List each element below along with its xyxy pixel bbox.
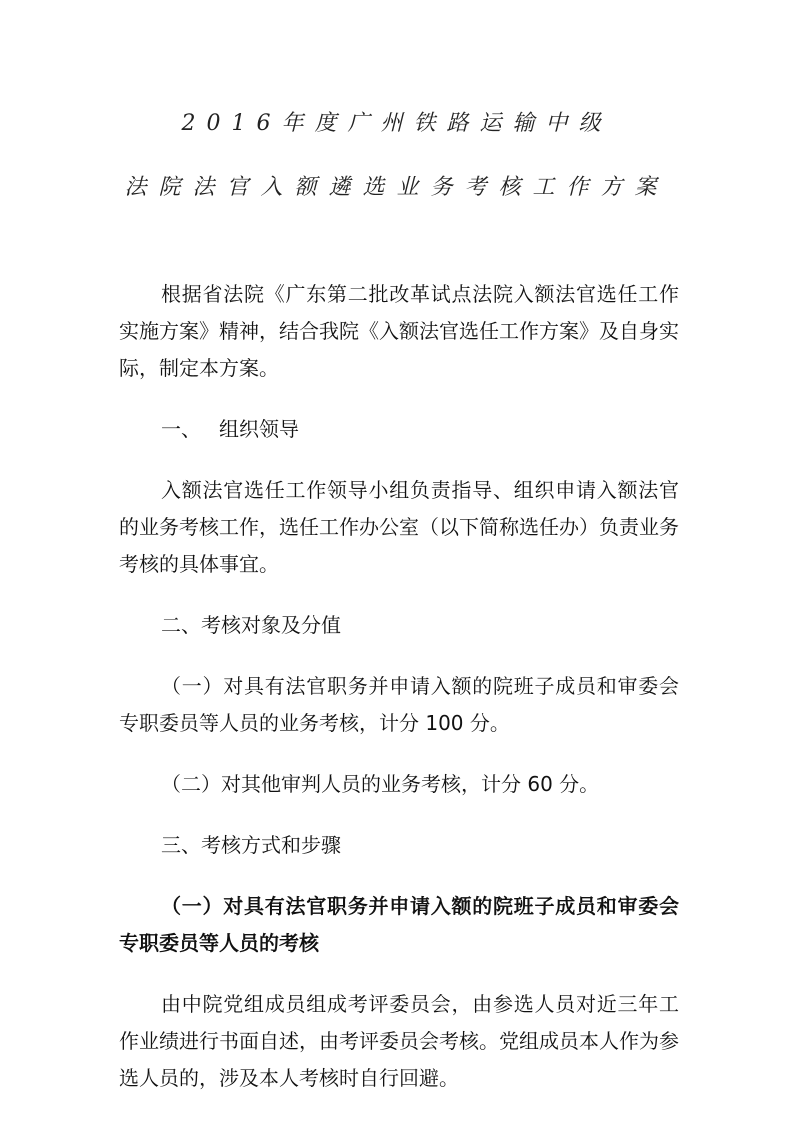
- subsection-heading-3-1: （一）对具有法官职务并申请入额的院班子成员和审委会专职委员等人员的考核: [119, 894, 679, 955]
- section-title-1: 组织领导: [219, 417, 299, 441]
- section-number-1: 一、: [161, 417, 201, 441]
- paragraph-organization: 入额法官选任工作领导小组负责指导、组织申请入额法官的业务考核工作，选任工作办公室（以下简称选任办）负责业务考核的具体事宜。: [119, 478, 679, 576]
- intro-paragraph: 根据省法院《广东第二批改革试点法院入额法官选任工作实施方案》精神，结合我院《入额法官选任工作方案》及自身实际，制定本方案。: [119, 282, 679, 380]
- section-heading-1: [119, 411, 679, 448]
- paragraph-assessment-object-2: （二）对其他审判人员的业务考核，计分 60 分。: [161, 772, 600, 796]
- paragraph-assessment-method: 由中院党组成员组成考评委员会，由参选人员对近三年工作业绩进行书面自述，由考评委员会考核。党组成员本人作为参选人员的，涉及本人考核时自行回避。: [119, 992, 679, 1090]
- document-title-line-1: 2016年度广州铁路运输中级: [181, 111, 612, 136]
- section-heading-3: 三、考核方式和步骤: [161, 833, 341, 857]
- document-title-line-2: 法院法官入额遴选业务考核工作方案: [124, 175, 669, 200]
- paragraph-assessment-object-1: （一）对具有法官职务并申请入额的院班子成员和审委会专职委员等人员的业务考核，计分 100 分。: [119, 674, 679, 735]
- document-body: [119, 276, 679, 1121]
- section-heading-2: 二、考核对象及分值: [161, 613, 341, 637]
